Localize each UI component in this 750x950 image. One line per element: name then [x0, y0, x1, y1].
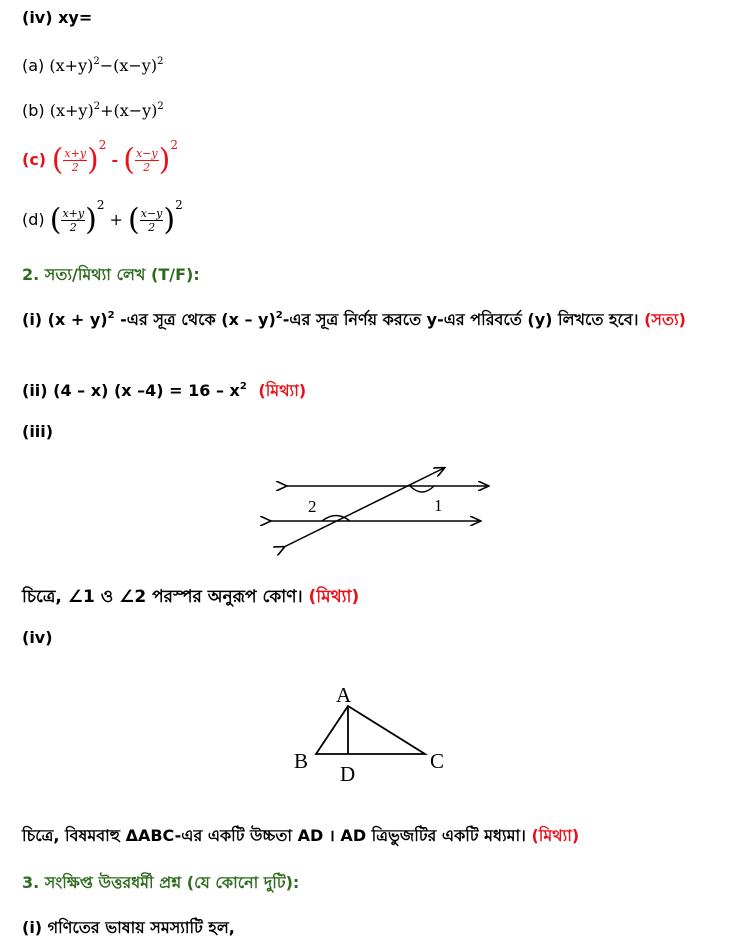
option-c [22, 138, 178, 176]
tf-iv-answer: (মিথ্যা) [531, 826, 580, 845]
tf-ii: (ii) (4 – x) (x $-4) = 16 - x^2$ (মিথ্যা) [22, 381, 307, 400]
q3-i: (i) গণিতের ভাষায় সমস্যাটি হল, [22, 918, 235, 937]
option-a-label: (a) [22, 56, 45, 75]
angle-1-label: 1 [434, 496, 443, 515]
option-a [22, 56, 163, 75]
tf-ii-answer: (মিথ্যা) [258, 381, 307, 400]
parallel-lines-diagram [260, 460, 500, 560]
option-d [22, 198, 183, 236]
angle-2-label: 2 [308, 497, 317, 516]
section-2-heading: 2. সত্য/মিথ্যা লেখ (T/F): [22, 265, 200, 284]
tf-i: (i) $(x + y)^2$ -এর সূত্র থেকে (x – y)$^2$-এর সূত্র নির্ণয় করতে y-এর পরিবর্তে (y) লিখতে হবে। (সত্য) [22, 310, 686, 329]
option-d-expression: ( $\frac{x+y}{2}$ )$^2$ + ( $\frac{x-y}{2}$ )$^2$ [49, 198, 183, 238]
tf-iii-label: (iii) [22, 422, 54, 441]
question-iv-text: (iv) xy= [22, 8, 93, 27]
tf-i-answer: (সত্য) [644, 310, 686, 329]
option-c-label: (c) [22, 150, 47, 169]
tf-iv-label: (iv) [22, 628, 53, 647]
vertex-c-label: C [430, 749, 445, 773]
section-3-heading: 3. সংক্ষিপ্ত উত্তরধর্মী প্রশ্ন (যে কোনো দুটি): [22, 873, 300, 892]
question-iv [22, 8, 92, 27]
option-b-expression: $(x+y)^2+(x-y)^2$ [49, 101, 164, 120]
vertex-b-label: B [294, 749, 309, 773]
option-b [22, 101, 164, 120]
vertex-d-label: D [340, 762, 356, 786]
triangle-diagram [280, 676, 460, 788]
option-c-expression: ( $\frac{x+y}{2}$ )$^2$ - ( $\frac{x-y}{2}$ )$^2$ [51, 138, 178, 178]
tf-iv-statement: চিত্রে, বিষমবাহু ΔABC-এর একটি উচ্চতা AD । AD ত্রিভুজটির একটি মধ্যমা। (মিথ্যা) [22, 826, 580, 845]
tf-iii-answer: (মিথ্যা) [308, 587, 360, 607]
vertex-a-label: A [336, 683, 352, 707]
option-a-expression: $(x+y)^2-(x-y)^2$ [49, 56, 164, 75]
tf-iii-statement: চিত্রে, ∠1 ও ∠2 পরস্পর অনুরূপ কোণ। (মিথ্যা) [22, 587, 360, 607]
angle-1-arc [410, 486, 434, 492]
option-d-label: (d) [22, 210, 45, 229]
option-b-label: (b) [22, 101, 45, 120]
triangle-abc [316, 706, 425, 754]
